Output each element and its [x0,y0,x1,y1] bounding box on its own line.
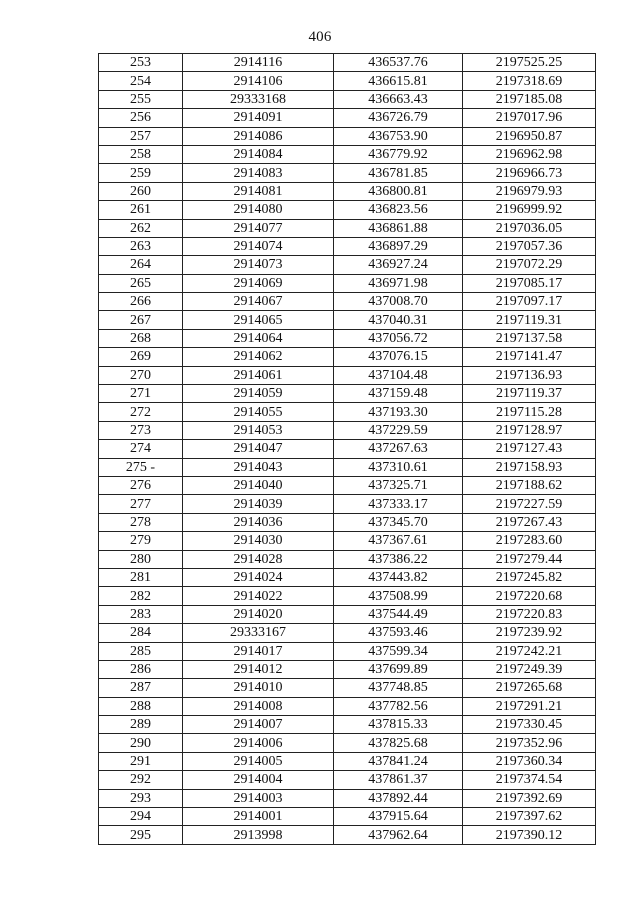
x-coordinate-cell: 437861.37 [334,771,463,789]
table-row [99,476,596,494]
point-id-cell: 2914086 [183,127,334,145]
point-number-cell: 262 [99,219,183,237]
point-id-cell: 2914074 [183,237,334,255]
y-coordinate-cell: 2197137.58 [463,329,596,347]
point-number-cell: 267 [99,311,183,329]
table-row [99,201,596,219]
point-number-cell: 275 - [99,458,183,476]
y-coordinate-cell: 2197185.08 [463,90,596,108]
table-row [99,109,596,127]
point-id-cell: 2914020 [183,605,334,623]
y-coordinate-cell: 2197249.39 [463,660,596,678]
y-coordinate-cell: 2197352.96 [463,734,596,752]
y-coordinate-cell: 2197036.05 [463,219,596,237]
y-coordinate-cell: 2197390.12 [463,826,596,844]
y-coordinate-cell: 2196999.92 [463,201,596,219]
y-coordinate-cell: 2197072.29 [463,256,596,274]
x-coordinate-cell: 436615.81 [334,72,463,90]
point-number-cell: 282 [99,587,183,605]
point-id-cell: 2913998 [183,826,334,844]
table-row [99,237,596,255]
point-number-cell: 271 [99,385,183,403]
point-number-cell: 253 [99,54,183,72]
y-coordinate-cell: 2197119.37 [463,385,596,403]
x-coordinate-cell: 437159.48 [334,385,463,403]
x-coordinate-cell: 437367.61 [334,532,463,550]
table-row [99,421,596,439]
point-number-cell: 266 [99,293,183,311]
point-id-cell: 2914084 [183,145,334,163]
x-coordinate-cell: 436779.92 [334,145,463,163]
point-id-cell: 29333167 [183,624,334,642]
y-coordinate-cell: 2197227.59 [463,495,596,513]
y-coordinate-cell: 2197017.96 [463,109,596,127]
table-row [99,660,596,678]
point-number-cell: 256 [99,109,183,127]
x-coordinate-cell: 437040.31 [334,311,463,329]
table-row [99,605,596,623]
x-coordinate-cell: 437699.89 [334,660,463,678]
x-coordinate-cell: 437325.71 [334,476,463,494]
point-number-cell: 254 [99,72,183,90]
y-coordinate-cell: 2197239.92 [463,624,596,642]
point-number-cell: 255 [99,90,183,108]
table-row [99,826,596,844]
table-row [99,164,596,182]
y-coordinate-cell: 2197374.54 [463,771,596,789]
table-row [99,642,596,660]
y-coordinate-cell: 2197119.31 [463,311,596,329]
point-number-cell: 283 [99,605,183,623]
table-row [99,311,596,329]
x-coordinate-cell: 437386.22 [334,550,463,568]
x-coordinate-cell: 437008.70 [334,293,463,311]
point-id-cell: 2914040 [183,476,334,494]
x-coordinate-cell: 437782.56 [334,697,463,715]
point-number-cell: 274 [99,440,183,458]
point-id-cell: 2914083 [183,164,334,182]
y-coordinate-cell: 2197085.17 [463,274,596,292]
point-id-cell: 2914005 [183,752,334,770]
table-row [99,495,596,513]
x-coordinate-cell: 437056.72 [334,329,463,347]
point-number-cell: 268 [99,329,183,347]
table-row [99,145,596,163]
point-id-cell: 2914047 [183,440,334,458]
point-number-cell: 270 [99,366,183,384]
point-number-cell: 279 [99,532,183,550]
y-coordinate-cell: 2197128.97 [463,421,596,439]
y-coordinate-cell: 2197057.36 [463,237,596,255]
point-id-cell: 2914061 [183,366,334,384]
x-coordinate-cell: 436897.29 [334,237,463,255]
x-coordinate-cell: 436971.98 [334,274,463,292]
table-row [99,366,596,384]
point-id-cell: 2914003 [183,789,334,807]
x-coordinate-cell: 437748.85 [334,679,463,697]
table-row [99,624,596,642]
point-id-cell: 2914024 [183,568,334,586]
point-id-cell: 2914030 [183,532,334,550]
table-row [99,293,596,311]
table-row [99,697,596,715]
point-number-cell: 286 [99,660,183,678]
y-coordinate-cell: 2196966.73 [463,164,596,182]
table-row [99,182,596,200]
table-row [99,127,596,145]
x-coordinate-cell: 436726.79 [334,109,463,127]
x-coordinate-cell: 437815.33 [334,716,463,734]
y-coordinate-cell: 2197392.69 [463,789,596,807]
point-id-cell: 2914091 [183,109,334,127]
table-row [99,90,596,108]
point-id-cell: 2914004 [183,771,334,789]
table-row [99,403,596,421]
point-id-cell: 2914012 [183,660,334,678]
point-id-cell: 2914064 [183,329,334,347]
x-coordinate-cell: 437915.64 [334,808,463,826]
point-id-cell: 2914065 [183,311,334,329]
x-coordinate-cell: 436800.81 [334,182,463,200]
point-id-cell: 2914081 [183,182,334,200]
point-number-cell: 263 [99,237,183,255]
table-row [99,256,596,274]
point-number-cell: 264 [99,256,183,274]
point-number-cell: 278 [99,513,183,531]
table-row [99,532,596,550]
table-row [99,329,596,347]
table-row [99,808,596,826]
y-coordinate-cell: 2197291.21 [463,697,596,715]
x-coordinate-cell: 437599.34 [334,642,463,660]
table-row [99,789,596,807]
point-number-cell: 294 [99,808,183,826]
point-number-cell: 289 [99,716,183,734]
point-id-cell: 2914077 [183,219,334,237]
page-number: 406 [308,29,332,45]
point-number-cell: 260 [99,182,183,200]
x-coordinate-cell: 436663.43 [334,90,463,108]
point-id-cell: 2914069 [183,274,334,292]
x-coordinate-cell: 437193.30 [334,403,463,421]
y-coordinate-cell: 2197330.45 [463,716,596,734]
x-coordinate-cell: 437229.59 [334,421,463,439]
y-coordinate-cell: 2197242.21 [463,642,596,660]
point-id-cell: 2914053 [183,421,334,439]
x-coordinate-cell: 437310.61 [334,458,463,476]
point-number-cell: 284 [99,624,183,642]
point-id-cell: 2914059 [183,385,334,403]
point-id-cell: 2914043 [183,458,334,476]
x-coordinate-cell: 437892.44 [334,789,463,807]
point-id-cell: 2914008 [183,697,334,715]
x-coordinate-cell: 437544.49 [334,605,463,623]
point-number-cell: 290 [99,734,183,752]
y-coordinate-cell: 2197397.62 [463,808,596,826]
y-coordinate-cell: 2197525.25 [463,54,596,72]
y-coordinate-cell: 2197245.82 [463,568,596,586]
table-row [99,568,596,586]
x-coordinate-cell: 437345.70 [334,513,463,531]
table-row [99,513,596,531]
y-coordinate-cell: 2197279.44 [463,550,596,568]
table-body [99,54,596,845]
point-number-cell: 258 [99,145,183,163]
point-number-cell: 259 [99,164,183,182]
table-row [99,752,596,770]
point-id-cell: 2914106 [183,72,334,90]
point-number-cell: 257 [99,127,183,145]
y-coordinate-cell: 2197267.43 [463,513,596,531]
point-number-cell: 288 [99,697,183,715]
point-id-cell: 2914067 [183,293,334,311]
x-coordinate-cell: 436861.88 [334,219,463,237]
y-coordinate-cell: 2197283.60 [463,532,596,550]
table-row [99,72,596,90]
x-coordinate-cell: 437333.17 [334,495,463,513]
point-id-cell: 2914116 [183,54,334,72]
point-number-cell: 281 [99,568,183,586]
point-id-cell: 2914028 [183,550,334,568]
y-coordinate-cell: 2197265.68 [463,679,596,697]
point-number-cell: 292 [99,771,183,789]
point-id-cell: 29333168 [183,90,334,108]
x-coordinate-cell: 437841.24 [334,752,463,770]
point-number-cell: 265 [99,274,183,292]
y-coordinate-cell: 2197115.28 [463,403,596,421]
table-row [99,274,596,292]
table-row [99,734,596,752]
x-coordinate-cell: 437443.82 [334,568,463,586]
coordinates-table [98,53,596,845]
table-row [99,385,596,403]
point-number-cell: 285 [99,642,183,660]
point-id-cell: 2914007 [183,716,334,734]
table-row [99,716,596,734]
y-coordinate-cell: 2197097.17 [463,293,596,311]
x-coordinate-cell: 437508.99 [334,587,463,605]
x-coordinate-cell: 436537.76 [334,54,463,72]
point-number-cell: 293 [99,789,183,807]
point-id-cell: 2914006 [183,734,334,752]
point-number-cell: 277 [99,495,183,513]
table-row [99,219,596,237]
x-coordinate-cell: 437593.46 [334,624,463,642]
x-coordinate-cell: 436781.85 [334,164,463,182]
x-coordinate-cell: 437267.63 [334,440,463,458]
y-coordinate-cell: 2197220.83 [463,605,596,623]
x-coordinate-cell: 437104.48 [334,366,463,384]
table-row [99,440,596,458]
table-row [99,54,596,72]
point-id-cell: 2914001 [183,808,334,826]
point-id-cell: 2914055 [183,403,334,421]
table-row [99,550,596,568]
y-coordinate-cell: 2197318.69 [463,72,596,90]
x-coordinate-cell: 437825.68 [334,734,463,752]
table-row [99,587,596,605]
x-coordinate-cell: 436927.24 [334,256,463,274]
x-coordinate-cell: 436823.56 [334,201,463,219]
point-id-cell: 2914062 [183,348,334,366]
y-coordinate-cell: 2197158.93 [463,458,596,476]
x-coordinate-cell: 436753.90 [334,127,463,145]
table-row [99,348,596,366]
table-row [99,771,596,789]
point-number-cell: 291 [99,752,183,770]
point-number-cell: 276 [99,476,183,494]
point-number-cell: 273 [99,421,183,439]
point-id-cell: 2914039 [183,495,334,513]
y-coordinate-cell: 2197141.47 [463,348,596,366]
y-coordinate-cell: 2197127.43 [463,440,596,458]
y-coordinate-cell: 2197220.68 [463,587,596,605]
y-coordinate-cell: 2197188.62 [463,476,596,494]
y-coordinate-cell: 2196950.87 [463,127,596,145]
point-number-cell: 261 [99,201,183,219]
y-coordinate-cell: 2197136.93 [463,366,596,384]
point-number-cell: 280 [99,550,183,568]
point-number-cell: 272 [99,403,183,421]
table-row [99,679,596,697]
point-id-cell: 2914036 [183,513,334,531]
point-number-cell: 295 [99,826,183,844]
x-coordinate-cell: 437962.64 [334,826,463,844]
point-id-cell: 2914022 [183,587,334,605]
y-coordinate-cell: 2197360.34 [463,752,596,770]
y-coordinate-cell: 2196979.93 [463,182,596,200]
table-row [99,458,596,476]
point-number-cell: 287 [99,679,183,697]
y-coordinate-cell: 2196962.98 [463,145,596,163]
point-number-cell: 269 [99,348,183,366]
x-coordinate-cell: 437076.15 [334,348,463,366]
point-id-cell: 2914010 [183,679,334,697]
point-id-cell: 2914017 [183,642,334,660]
point-id-cell: 2914073 [183,256,334,274]
point-id-cell: 2914080 [183,201,334,219]
